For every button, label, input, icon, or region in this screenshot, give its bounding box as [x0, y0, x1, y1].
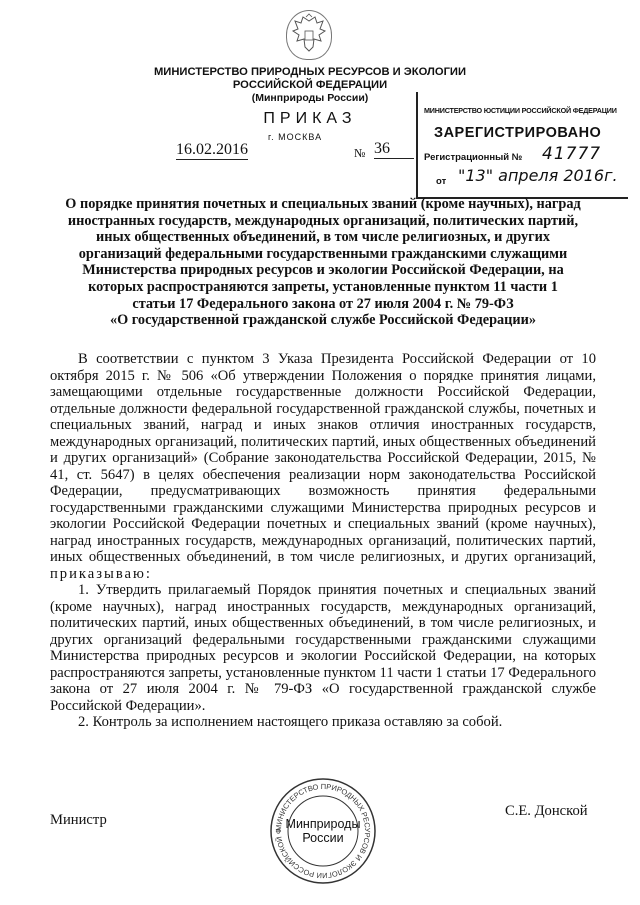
document-number-label: №: [354, 146, 366, 160]
stamp-reg-date: "13" апреля 2016г.: [458, 166, 618, 185]
ministry-name-line1: МИНИСТЕРСТВО ПРИРОДНЫХ РЕСУРСОВ И ЭКОЛОГИИ: [153, 66, 466, 78]
stamp-authority: МИНИСТЕРСТВО ЮСТИЦИИ РОССИЙСКОЙ ФЕДЕРАЦИИ: [424, 106, 617, 115]
document-type: ПРИКАЗ: [263, 110, 357, 127]
item-2-paragraph: 2. Контроль за исполнением настоящего приказа оставляю за собой.: [78, 714, 503, 730]
order-word: приказываю:: [50, 565, 152, 582]
title-line: которых распространяются запреты, установленные пунктом 11 части 1: [88, 278, 558, 295]
title-line: организаций федеральными государственными гражданскими служащими: [78, 245, 568, 262]
seal-center: [268, 817, 378, 845]
stamp-reg-number-label: Регистрационный №: [424, 152, 523, 163]
seal-center-line2: России: [302, 831, 344, 845]
title-line: статьи 17 Федерального закона от 27 июля 2004 г. № 79-ФЗ: [132, 295, 514, 312]
stamp-reg-number: 41777: [542, 144, 602, 164]
preamble-text: В соответствии с пунктом 3 Указа Президента Российской Федерации от 10 октября 2015 г. № 506 «Об утверждении Положения о порядке принятия лицами, замещающими отдельные государственные должности Российской Федерации, отдельные должности федеральной государственной гражданской службы, почетных и специальных званий, наград и иных знаков отличия иностранных государств, международных организаций, политических партий, иных общественных объединений и других организаций» (Собрание законодательства Российской Федерации, 2015, № 41, ст. 5647) в целях обеспечения реализации норм законодательства Российской Федерации, предусматривающих возможность принятия федеральными государственными гражданскими служащими Министерства природных ресурсов и экологии Российской Федерации почетных и специальных званий (кроме научных), наград иностранных государств, международных организаций, политических партий, иных общественных объединений, в том числе религиозных, и других организаций,: [50, 351, 596, 565]
seal-center-line1: Минприроды: [285, 817, 361, 831]
item-1-paragraph: 1. Утвердить прилагаемый Порядок принятия почетных и специальных званий (кроме научных), наград иностранных государств, международных организаций, политических партий, иных общественных объединений, в том числе религиозных, и других организаций федеральными государственными гражданскими служащими Министерства природных ресурсов и экологии Российской Федерации, на которых распространяются запреты, установленные пунктом 11 части 1 статьи 17 Федерального закона от 27 июля 2004 г. № 79-ФЗ «О государственной гражданской службе Российской Федерации».: [50, 582, 596, 714]
document-number: 36: [374, 140, 414, 159]
document-body: [50, 351, 596, 731]
title-line: Министерства природных ресурсов и экологии Российской Федерации, на: [82, 262, 564, 279]
stamp-date-prefix: от: [436, 176, 447, 187]
title-line: иных общественных объединений, в том числе религиозных, и других: [95, 229, 550, 246]
document-city: г. МОСКВА: [268, 132, 323, 142]
title-line: О порядке принятия почетных и специальных званий (кроме научных), наград: [65, 196, 581, 212]
double-headed-eagle-icon: [289, 13, 329, 57]
ministry-short-name: (Минприроды России): [251, 92, 369, 104]
signatory-name: С.Е. Донской: [505, 803, 588, 819]
document-date: 16.02.2016: [176, 141, 248, 158]
coat-of-arms-emblem: [286, 10, 332, 60]
registration-stamp: [416, 92, 628, 199]
preamble-paragraph: [50, 351, 596, 582]
title-line: иностранных государств, международных организаций, политических партий,: [67, 212, 579, 229]
stamp-status: ЗАРЕГИСТРИРОВАНО: [434, 125, 602, 141]
title-line: «О государственной гражданской службе Российской Федерации»: [109, 312, 537, 329]
ministry-name-line2: РОССИЙСКОЙ ФЕДЕРАЦИИ: [232, 79, 388, 91]
official-seal: [268, 775, 378, 887]
signatory-position: Министр: [50, 812, 107, 828]
seal-ring-text: МИНИСТЕРСТВО ПРИРОДНЫХ РЕСУРСОВ И ЭКОЛОГИИ РОССИЙСКОЙ Ф: [273, 781, 373, 881]
document-title: [40, 196, 606, 329]
